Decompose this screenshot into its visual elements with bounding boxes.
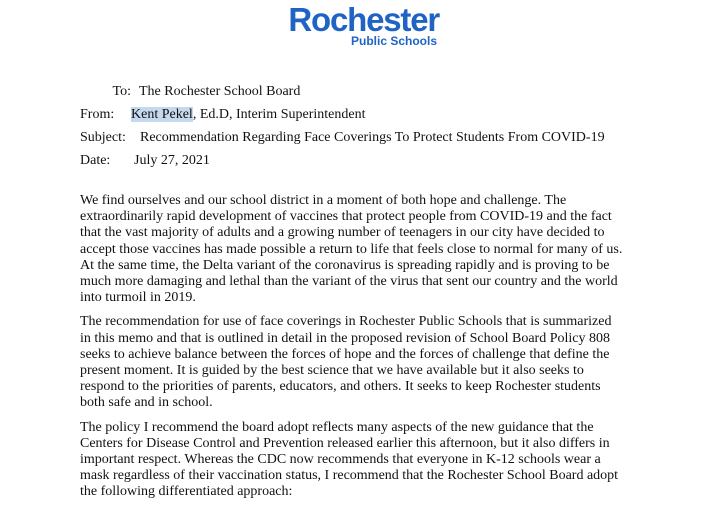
memo-subject-row <box>80 126 605 149</box>
paragraph: The recommendation for use of face coverings in Rochester Public Schools that is summarized in this memo and that is outlined in detail in the proposed revision of School Board Policy 808 seeks to achieve balance between the forces of hope and the forces of challenge that define the present moment. It is guided by the best science that we have available but it also seeks to respond to the priorities of parents, educators, and others. It seeks to keep Rochester students both safe and in school. <box>80 314 612 411</box>
subject-value: Recommendation Regarding Face Coverings To Protect Students From COVID-19 <box>140 130 605 145</box>
paragraph: We find ourselves and our school district in a moment of both hope and challenge. The extraordinarily rapid development of vaccines that protect people from COVID-19 and the fact that the vast majority of adults and a growing number of teenagers in our city have decided to accept those vaccines has made possible a return to life that feels close to normal for many of us. At the same time, the Delta variant of the coronavirus is spreading rapidly and is proving to be much more damaging and lethal than the variant of the virus that sent our country and the world into turmoil in 2019. <box>80 193 623 306</box>
memo-date-row <box>80 149 605 172</box>
to-label: To: <box>112 84 131 99</box>
logo-name: Rochester <box>288 1 439 38</box>
subject-label: Subject: <box>80 130 126 145</box>
to-value: The Rochester School Board <box>139 84 301 99</box>
highlighted-name[interactable]: Kent Pekel <box>131 107 193 122</box>
from-value <box>131 103 365 126</box>
date-label: Date: <box>80 153 111 168</box>
logo-subtitle: Public Schools <box>350 34 437 48</box>
memo-header <box>80 80 605 172</box>
date-value: July 27, 2021 <box>134 153 210 168</box>
from-label: From: <box>80 107 115 122</box>
paragraph: The policy I recommend the board adopt reflects many aspects of the new guidance that the Centers for Disease Control and Prevention released earlier this afternoon, but it also differs in important respect. Whereas the CDC now recommends that everyone in K-12 schools wear a mask regardless of their vaccination status, I recommend that the Rochester School Board adopt the following differentiated approach: <box>80 419 619 500</box>
memo-body <box>80 193 625 509</box>
memo-to-row <box>80 80 605 103</box>
memo-from-row <box>80 103 605 126</box>
from-title: , Ed.D, Interim Superintendent <box>192 107 366 122</box>
district-logo <box>279 3 439 48</box>
